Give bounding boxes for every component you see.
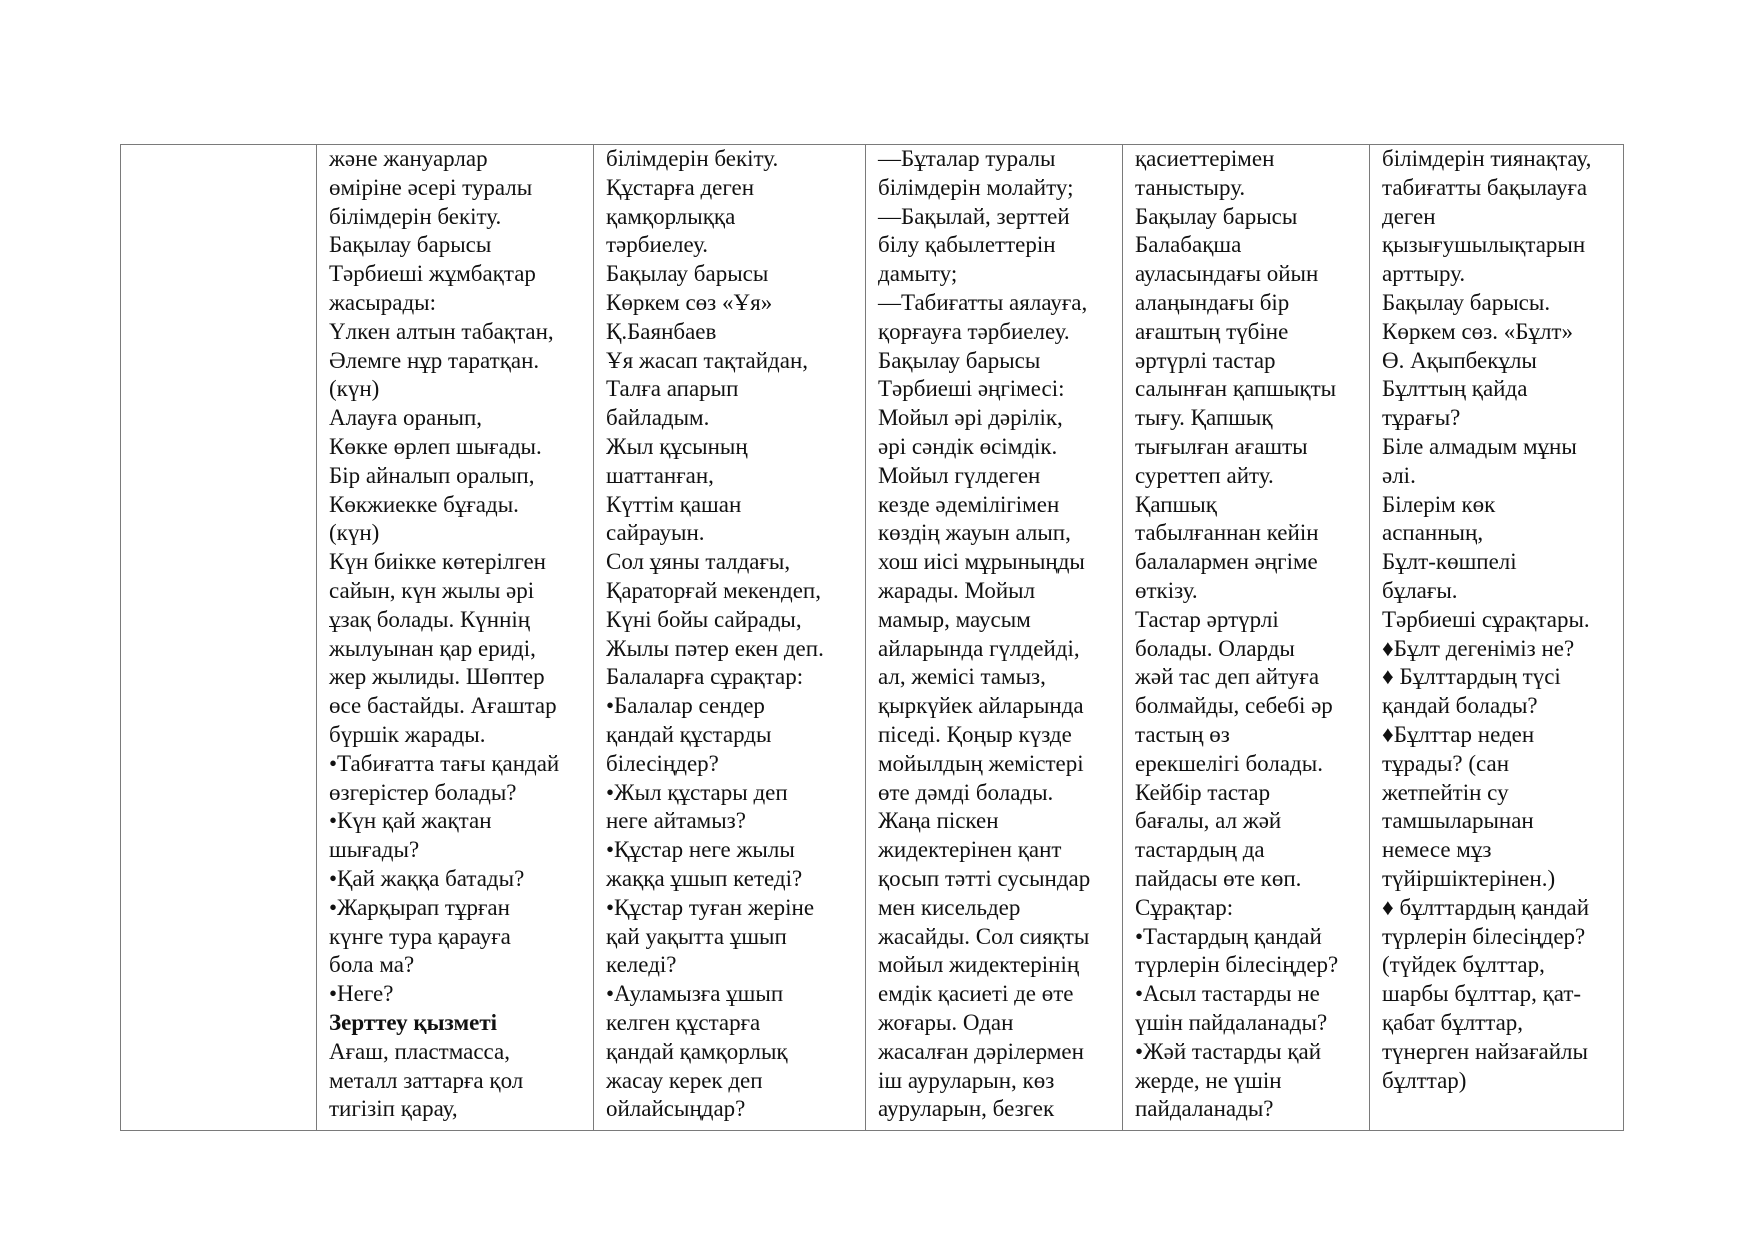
cell-text-line: ауруларын, безгек [878, 1096, 1055, 1122]
cell-text-line: бағалы, ал жәй [1135, 808, 1282, 834]
cell-text-line: бүршік жарады. [329, 721, 486, 747]
cell-text-line: —Бұталар туралы [878, 146, 1056, 171]
cell-text-line: Біле алмадым мұны [1382, 433, 1577, 459]
table-cell-observation-sun [317, 145, 594, 1131]
cell-text-line: Көкжиекке бұғады. [329, 491, 519, 517]
cell-text-line: Жыл құсының [606, 433, 748, 459]
cell-text-line: және жануарлар [329, 146, 488, 171]
cell-text-line: қандай болады? [1382, 693, 1538, 719]
cell-text-line: білімдерін молайту; [878, 174, 1074, 200]
cell-text-line: Кейбір тастар [1135, 779, 1271, 805]
cell-text-line: айларында гүлдейді, [878, 635, 1080, 661]
cell-text-line: Ө. Ақыпбекұлы [1382, 347, 1537, 373]
cell-text-line: деген [1382, 203, 1436, 229]
cell-text-line: өміріне әсері туралы [329, 174, 533, 200]
cell-text-line: —Табиғатты аялауға, [878, 289, 1088, 315]
cell-text-line: жерде, не үшін [1135, 1067, 1282, 1093]
cell-text-line: Жаңа піскен [878, 808, 999, 834]
cell-text-line: Үлкен алтын табақтан, [329, 318, 554, 344]
cell-text-line: жасау керек деп [606, 1067, 763, 1093]
cell-text-line: мойылдың жемістері [878, 750, 1084, 776]
cell-text-line: арттыру. [1382, 261, 1466, 287]
cell-text-line: Жылы пәтер екен деп. [606, 635, 824, 661]
cell-text-line: Сол ұяны талдағы, [606, 549, 791, 575]
cell-text-line: білімдерін бекіту. [606, 146, 779, 171]
cell-text-line: көздің жауын алып, [878, 520, 1071, 546]
cell-text-line: шығады? [329, 837, 420, 863]
cell-text-line: үшін пайдаланады? [1135, 1009, 1328, 1035]
cell-text-line: бұлттар) [1382, 1067, 1467, 1093]
cell-text-line: қорғауға тәрбиелеу. [878, 318, 1070, 344]
table-cell-empty [121, 145, 317, 1131]
cell-text-line: жарады. Мойыл [878, 577, 1036, 603]
cell-text-line: Күні бойы сайрады, [606, 606, 802, 632]
cell-text-line: өте дәмді болады. [878, 779, 1054, 805]
cell-text-line: ауласындағы ойын [1135, 261, 1319, 287]
cell-text-line: әртүрлі тастар [1135, 347, 1276, 373]
cell-text-line: салынған қапшықты [1135, 376, 1337, 402]
cell-text-line: •Асыл тастарды не [1135, 981, 1320, 1007]
cell-text-line: іш ауруларын, көз [878, 1067, 1055, 1093]
cell-text-line: Балаларға сұрақтар: [606, 664, 804, 690]
cell-text-line: келген құстарға [606, 1009, 761, 1035]
cell-text-line: Мойыл әрі дәрілік, [878, 405, 1063, 431]
cell-text-line: ұзақ болады. Күннің [329, 606, 531, 632]
cell-text-line: •Табиғатта тағы қандай [329, 750, 560, 776]
cell-text-line: таныстыру. [1135, 174, 1246, 200]
table-cell-observation-birds [594, 145, 866, 1131]
cell-text-line: бола ма? [329, 952, 415, 978]
cell-text-line: жасырады: [329, 289, 437, 315]
cell-text-line: •Жыл құстары деп [606, 779, 788, 805]
cell-text-line: хош иісі мұрыныңды [878, 549, 1085, 575]
cell-text-line: түнерген найзағайлы [1382, 1038, 1588, 1064]
cell-text-line: білімдерін тиянақтау, [1382, 146, 1592, 171]
cell-text-line: табылғаннан кейін [1135, 520, 1319, 546]
cell-text-line: жәй тас деп айтуға [1135, 664, 1320, 690]
cell-text-line: келеді? [606, 952, 677, 978]
cell-text-line: жаққа ұшып кетеді? [606, 865, 803, 891]
cell-text-line: алаңындағы бір [1135, 289, 1290, 315]
cell-text-line: неге айтамыз? [606, 808, 746, 834]
cell-text-line: жетпейтін су [1382, 779, 1509, 805]
cell-text-line: Көркем сөз «Ұя» [606, 289, 773, 315]
cell-text-line: білу қабылеттерін [878, 232, 1056, 258]
table-cell-observation-stones [1123, 145, 1370, 1131]
cell-text-line: пайдаланады? [1135, 1096, 1274, 1122]
cell-text-line: ♦ Бұлттардың түсі [1382, 664, 1561, 690]
table-cell-observation-bird-cherry [866, 145, 1123, 1131]
cell-text-line: Бір айналып оралып, [329, 462, 535, 488]
cell-text-line: •Күн қай жақтан [329, 808, 492, 834]
cell-text-line: болады. Оларды [1135, 635, 1295, 661]
cell-text-line: жылуынан қар ериді, [329, 635, 536, 661]
cell-text-line: Ұя жасап тақтайдан, [606, 347, 809, 373]
cell-text-line: •Құстар неге жылы [606, 837, 795, 863]
cell-text-line: Білерім көк [1382, 491, 1496, 517]
cell-text-line: Күттім қашан [606, 491, 742, 517]
cell-text-line: Тастар әртүрлі [1135, 606, 1279, 632]
cell-text-line: •Жарқырап тұрған [329, 894, 510, 920]
cell-text-line: •Балалар сендер [606, 693, 765, 719]
cell-text-line: түйіршіктерінен.) [1382, 865, 1556, 891]
cell-text-line: қай уақытта ұшып [606, 923, 787, 949]
cell-text-line: (күн) [329, 376, 380, 402]
cell-text-line: сайын, күн жылы әрі [329, 577, 535, 603]
cell-text-line: қабат бұлттар, [1382, 1009, 1524, 1035]
cell-text-line: Бақылау барысы [1135, 203, 1298, 229]
cell-text-line: мен кисельдер [878, 894, 1021, 920]
cell-text-line: күнге тура қарауға [329, 923, 511, 949]
cell-text-line: (күн) [329, 520, 380, 546]
cell-text-line: Бақылау барысы [878, 347, 1041, 373]
cell-text-line: емдік қасиеті де өте [878, 981, 1074, 1007]
cell-text-line: •Жәй тастарды қай [1135, 1038, 1322, 1064]
cell-text-line: тұрады? (сан [1382, 750, 1510, 776]
cell-text-line: жидектерінен қант [878, 837, 1062, 863]
cell-text-line: Алауға оранып, [329, 405, 483, 431]
cell-text-line: Бұлттың қайда [1382, 376, 1528, 402]
cell-text-line: өсе бастайды. Ағаштар [329, 693, 557, 719]
cell-text-line: ойлайсыңдар? [606, 1096, 746, 1122]
cell-text-line: (түйдек бұлттар, [1382, 952, 1545, 978]
cell-text-line: мамыр, маусым [878, 606, 1031, 632]
cell-text-line: жер жылиды. Шөптер [329, 664, 545, 690]
cell-text-line: қандай қамқорлық [606, 1038, 788, 1064]
cell-text-line: байладым. [606, 405, 710, 431]
cell-text-line: қандай құстарды [606, 721, 772, 747]
cell-text-line: •Неге? [329, 981, 394, 1007]
cell-text-line: қосып тәтті сусындар [878, 865, 1091, 891]
cell-text-line: Тәрбиеші әңгімесі: [878, 376, 1065, 402]
cell-text-line: ерекшелігі болады. [1135, 750, 1323, 776]
cell-text-line: Қ.Баянбаев [606, 318, 717, 344]
cell-text-line: аспанның, [1382, 520, 1484, 546]
cell-text-line: Бұлт-көшпелі [1382, 549, 1517, 575]
cell-text-line: суреттеп айту. [1135, 462, 1274, 488]
cell-text-line: шаттанған, [606, 462, 714, 488]
cell-text-line: жасайды. Сол сияқты [878, 923, 1090, 949]
cell-text-line: ағаштың түбіне [1135, 318, 1289, 344]
cell-text-line: дамыту; [878, 261, 958, 287]
cell-text-line: жоғары. Одан [878, 1009, 1014, 1035]
cell-text-line: Мойыл гүлдеген [878, 462, 1041, 488]
cell-text-line: Бақылау барысы. [1382, 289, 1551, 315]
cell-text-line: тамшыларынан [1382, 808, 1534, 834]
cell-text-line: болмайды, себебі әр [1135, 693, 1333, 719]
cell-text-line: әлі. [1382, 462, 1416, 488]
cell-text-line: немесе мұз [1382, 837, 1492, 863]
cell-text-line: кезде әдемілігімен [878, 491, 1060, 517]
cell-text-line: тастардың да [1135, 837, 1265, 863]
cell-text-line: піседі. Қоңыр күзде [878, 721, 1072, 747]
cell-text-line: Қараторғай мекендеп, [606, 577, 821, 603]
cell-text-line: Бақылау барысы [329, 232, 492, 258]
cell-text-line: білімдерін бекіту. [329, 203, 502, 229]
cell-text-line: білесіңдер? [606, 750, 719, 776]
document-table [120, 144, 1624, 1131]
cell-text-line: Сұрақтар: [1135, 894, 1234, 920]
cell-text-line: тастың өз [1135, 721, 1230, 747]
cell-text-line: •Қай жаққа батады? [329, 865, 525, 891]
cell-text-line: тығу. Қапшық [1135, 405, 1273, 431]
cell-text-line: —Бақылай, зерттей [878, 203, 1070, 229]
cell-text-line: шарбы бұлттар, қат- [1382, 981, 1582, 1007]
cell-text-line: өзгерістер болады? [329, 779, 517, 805]
cell-text-line: тығылған ағашты [1135, 433, 1308, 459]
cell-text-line: пайдасы өте көп. [1135, 865, 1302, 891]
cell-text-line: ♦ бұлттардың қандай [1382, 894, 1590, 920]
cell-text-line: Талға апарып [606, 376, 739, 402]
cell-text-line: •Ауламызға ұшып [606, 981, 784, 1007]
cell-text-line: ♦Бұлт дегеніміз не? [1382, 635, 1575, 661]
cell-text-line: мойыл жидектерінің [878, 952, 1080, 978]
cell-text-line: ал, жемісі тамыз, [878, 664, 1046, 690]
cell-text-line: қасиеттерімен [1135, 146, 1275, 171]
cell-text-line: сайрауын. [606, 520, 705, 546]
cell-text-line: түрлерін білесіңдер? [1382, 923, 1586, 949]
cell-text-line: әрі сәндік өсімдік. [878, 433, 1058, 459]
cell-text-line: табиғатты бақылауға [1382, 174, 1588, 200]
table-row [121, 145, 1624, 1131]
cell-text-line: Қапшық [1135, 491, 1217, 517]
cell-text-line: ♦Бұлттар неден [1382, 721, 1535, 747]
cell-text-line: Көкке өрлеп шығады. [329, 433, 542, 459]
cell-text-line: •Құстар туған жеріне [606, 894, 815, 920]
cell-text-line: балалармен әңгіме [1135, 549, 1318, 575]
cell-text-line: жасалған дәрілермен [878, 1038, 1084, 1064]
cell-text-line: Тәрбиеші жұмбақтар [329, 261, 536, 287]
cell-text-line: өткізу. [1135, 577, 1198, 603]
cell-text-line: Балабақша [1135, 232, 1242, 258]
cell-text-line: қызығушылықтарын [1382, 232, 1586, 258]
cell-text-line: қамқорлыққа [606, 203, 736, 229]
cell-text-line: бұлағы. [1382, 577, 1458, 603]
cell-text-line: Көркем сөз. «Бұлт» [1382, 318, 1573, 344]
cell-text-line: •Тастардың қандай [1135, 923, 1322, 949]
cell-text-line: тәрбиелеу. [606, 232, 709, 258]
cell-text-line: қыркүйек айларында [878, 693, 1084, 719]
cell-text-line: түрлерін білесіңдер? [1135, 952, 1339, 978]
cell-text-line: Бақылау барысы [606, 261, 769, 287]
cell-heading: Зерттеу қызметі [329, 1009, 498, 1035]
table-cell-observation-clouds [1370, 145, 1624, 1131]
cell-text-line: тұрағы? [1382, 405, 1461, 431]
cell-text-line: Әлемге нұр таратқан. [329, 347, 540, 373]
cell-text-line: Тәрбиеші сұрақтары. [1382, 606, 1590, 632]
cell-text-line: Күн биікке көтерілген [329, 549, 546, 575]
cell-text-line: металл заттарға қол [329, 1067, 524, 1093]
cell-text-line: Ағаш, пластмасса, [329, 1038, 510, 1064]
cell-text-line: Құстарға деген [606, 174, 755, 200]
cell-text-line: тигізіп қарау, [329, 1096, 458, 1122]
